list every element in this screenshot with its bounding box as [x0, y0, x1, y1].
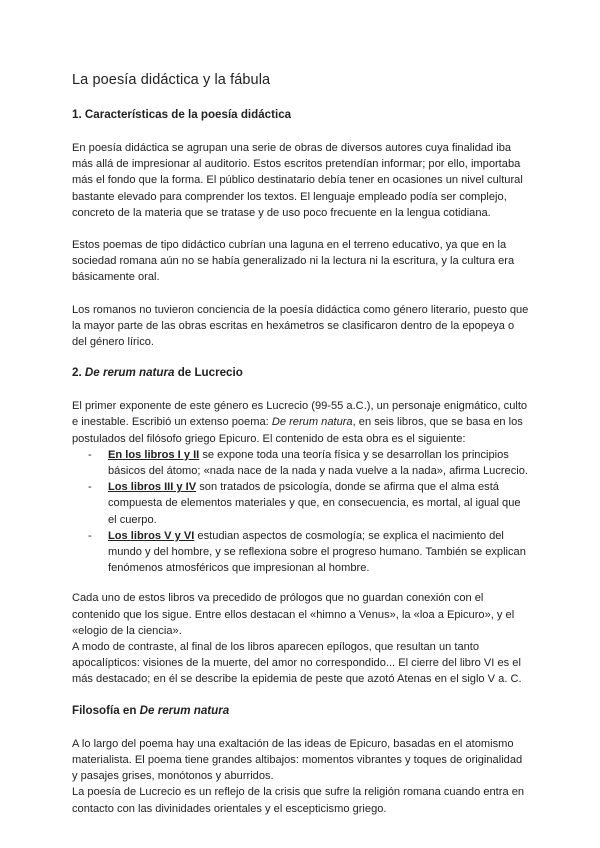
list-item	[108, 528, 530, 577]
section-1-paragraph-2: Estos poemas de tipo didáctico cubrían una laguna en el terreno educativo, ya que en la sociedad romana aún no se había generalizado ni la lectura ni la escritura, y la cultura era básicamente oral.	[72, 239, 515, 284]
list-item	[108, 479, 530, 528]
section-1-paragraph-3: Los romanos no tuvieron conciencia de la poesía didáctica como género literario, puesto que la mayor parte de las obras escritas en hexámetros se clasificaron dentro de la epopeya o del género lírico.	[72, 303, 529, 349]
section-2-intro-a: El primer exponente de este género es Lucrecio (99-55 a.C.), un personaje enigmático, culto e inestable. Escribió un extenso poema:	[72, 400, 528, 429]
section-2-paragraph-epilogues: A modo de contraste, al final de los libros aparecen epílogos, que resultan un tanto apocalípticos: visiones de la muerte, del amor no correspondido... El cierre del libro VI es el más destacado; en él se describe la epidemia de peste que azotó Atenas en el siglo V a. C.	[72, 641, 522, 686]
section-1-paragraph-1: En poesía didáctica se agrupan una serie de obras de diversos autores cuya finalidad iba más allá de impresionar al auditorio. Estos escritos pretendían informar; por ello, importaba más el fondo que la forma. El público destinatario debía tener en ocasiones un nivel cultural bastante elevado para comprender los textos. El lenguaje empleado podía ser complejo, concreto de la materia que se tratase y de uso poco frecuente en la lengua cotidiana.	[72, 142, 523, 219]
section-2-intro-book: De rerum natura	[271, 416, 353, 429]
list-item-text: se expone toda una teoría física y se desarrollan los principios básicos del átomo; «nada nace de la nada y nada vuelve a la nada», afirma Lucrecio.	[108, 448, 528, 478]
section-3-paragraph-2: La poesía de Lucrecio es un reflejo de la crisis que sufre la religión romana cuando entra en contacto con las divinidades orientales y el escepticismo griego.	[72, 786, 525, 815]
section-3-heading	[72, 704, 530, 717]
list-item-label: En los libros I y II	[108, 448, 200, 461]
books-list	[72, 447, 530, 577]
section-3-paragraph-1: A lo largo del poema hay una exaltación de las ideas de Epicuro, basadas en el atomismo materialista. El poema tiene grandes altibajos: momentos vibrantes y toques de originalidad y pasajes grises, monótonos y aburridos.	[72, 737, 523, 783]
list-item	[108, 447, 530, 479]
section-3-heading-a: Filosofía en	[72, 703, 137, 717]
section-2-intro-b: , en seis libros, que se basa en los postulados del filósofo griego Epicuro. El contenido de esta obra es el siguiente:	[72, 416, 523, 445]
section-2-intro	[72, 398, 530, 447]
list-item-label: Los libros III y IV	[108, 481, 197, 494]
section-2-heading-rest: de Lucrecio	[177, 366, 243, 380]
section-2-heading-book: De rerum natura	[84, 366, 175, 380]
section-1-heading: 1. Características de la poesía didáctica	[72, 108, 292, 121]
list-item-text: estudian aspectos de cosmología; se explica el nacimiento del mundo y del hombre, y se reflexiona sobre el progreso humano. También se explican fenómenos atmosféricos que impresionan al hombre.	[108, 529, 526, 575]
section-2-paragraph-prologues: Cada uno de estos libros va precedido de prólogos que no guardan conexión con el contenido que los sigue. Entre ellos destacan el «himno a Venus», la «loa a Epicuro», y el «elogio de la ciencia».	[72, 592, 515, 637]
section-3-heading-book: De rerum natura	[139, 703, 230, 717]
document-title: La poesía didáctica y la fábula	[72, 72, 271, 88]
section-2-heading	[72, 366, 530, 379]
list-item-text: son tratados de psicología, donde se afirma que el alma está compuesta de elementos materiales y que, en consecuencia, es mortal, al igual que el cuerpo.	[108, 481, 521, 526]
list-item-label: Los libros V y VI	[108, 529, 195, 542]
section-2-heading-number: 2.	[72, 366, 82, 380]
